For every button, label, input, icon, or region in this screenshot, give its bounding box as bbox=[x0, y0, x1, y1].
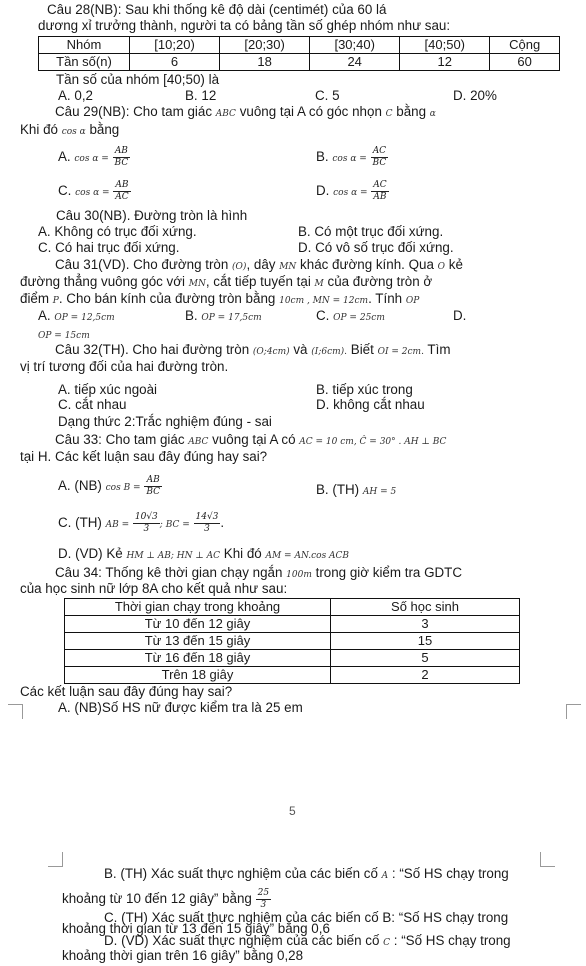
math-alpha: α bbox=[429, 109, 436, 119]
denominator: AC bbox=[115, 192, 129, 202]
q29-option-c bbox=[58, 180, 131, 203]
math-distance: 100m bbox=[286, 570, 312, 580]
table-cell: Từ 16 đến 18 giây bbox=[65, 650, 331, 667]
denominator: BC bbox=[372, 158, 387, 168]
table-cell: 6 bbox=[130, 54, 220, 71]
table-cell: 24 bbox=[310, 54, 400, 71]
fraction bbox=[113, 146, 131, 169]
fraction bbox=[144, 475, 162, 498]
numerator: AC bbox=[371, 146, 389, 158]
math-o: (O) bbox=[232, 262, 247, 272]
q31-line3 bbox=[20, 291, 419, 309]
q28-title-line2: dương xỉ trưởng thành, người ta có bảng tần số ghép nhóm như sau: bbox=[38, 18, 451, 33]
math-abc: ABC bbox=[215, 109, 236, 119]
option-label: C. bbox=[58, 183, 72, 199]
table-cell: Tần số(n) bbox=[39, 54, 130, 71]
q34-line2: của học sinh nữ lớp 8A cho kết quả như sau: bbox=[20, 581, 288, 596]
option-label: A. bbox=[38, 308, 51, 323]
q28-title-line1: Câu 28(NB): Sau khi thống kê độ dài (centimét) của 60 lá bbox=[47, 2, 387, 17]
table-cell: Trên 18 giây bbox=[65, 667, 331, 684]
q34-option-b-line2 bbox=[62, 888, 271, 911]
q33-line2: tại H. Các kết luận sau đây đúng hay sai? bbox=[20, 449, 268, 464]
fraction bbox=[256, 888, 271, 911]
q34-option-b-line1 bbox=[104, 866, 509, 884]
table-row bbox=[65, 650, 520, 667]
math-mn: MN bbox=[188, 279, 206, 289]
q31-line2 bbox=[20, 274, 432, 292]
table-row bbox=[39, 54, 560, 71]
q31-text: . Tính bbox=[368, 291, 403, 306]
q30-title: Câu 30(NB). Đường tròn là hình bbox=[56, 208, 248, 223]
q32-option-d: D. không cắt nhau bbox=[316, 397, 425, 412]
table-header: Thời gian chạy trong khoảng bbox=[65, 599, 331, 616]
math-oi: OI = 2cm. bbox=[377, 347, 424, 357]
table-cell: Từ 13 đến 15 giây bbox=[65, 633, 331, 650]
table-row bbox=[65, 633, 520, 650]
math-lhs: cos α = bbox=[74, 154, 109, 165]
q29-line2 bbox=[20, 122, 119, 140]
q29-text: vuông tại A có góc nhọn bbox=[239, 104, 382, 119]
q31-text: , cắt tiếp tuyến tại bbox=[205, 274, 311, 289]
option-label: B. bbox=[185, 308, 198, 323]
numerator: AB bbox=[113, 146, 131, 158]
math-value: OP = 15cm bbox=[38, 331, 90, 341]
table-cell: Nhóm bbox=[39, 37, 130, 54]
q32-option-c: C. cắt nhau bbox=[58, 397, 127, 412]
table-cell: 15 bbox=[331, 633, 520, 650]
q30-option-b: B. Có một trục đối xứng. bbox=[298, 224, 444, 239]
q31-option-c bbox=[316, 308, 385, 326]
q34-text: : “Số HS chạy trong bbox=[391, 866, 509, 881]
math-var: C bbox=[383, 938, 391, 948]
q30-option-a: A. Không có trục đối xứng. bbox=[38, 224, 197, 239]
q33-line1 bbox=[55, 432, 446, 450]
q31-text: . Cho bán kính của đường tròn bằng bbox=[58, 291, 276, 306]
q34-time-table bbox=[64, 598, 520, 684]
q30-option-c: C. Có hai trục đối xứng. bbox=[38, 240, 180, 255]
q32-text: và bbox=[293, 342, 308, 357]
q32-line2: vị trí tương đối của hai đường tròn. bbox=[20, 359, 229, 374]
option-label: A. bbox=[58, 149, 71, 165]
math-circle-i: (I;6cm). bbox=[311, 347, 348, 357]
q29-option-a bbox=[58, 146, 130, 169]
q34-text: : “Số HS chạy trong bbox=[393, 933, 511, 948]
q32-text: Câu 32(TH). Cho hai đường tròn bbox=[55, 342, 250, 357]
option-label: A. (NB) bbox=[58, 478, 102, 494]
table-cell: 18 bbox=[220, 54, 310, 71]
math-radius: 10cm , MN = 12cm bbox=[279, 296, 369, 306]
math-equation: AM = AN.cos ACB bbox=[265, 551, 350, 561]
math-text: . bbox=[220, 515, 225, 531]
page-number: 5 bbox=[289, 804, 296, 818]
math-op: OP bbox=[405, 296, 420, 306]
option-label: D. (VD) Kẻ bbox=[58, 546, 123, 561]
option-label: C. (TH) bbox=[58, 515, 102, 531]
q29-option-b bbox=[316, 146, 388, 169]
q33-option-a bbox=[58, 475, 162, 498]
denominator: 3 bbox=[143, 524, 150, 534]
fraction bbox=[133, 512, 160, 535]
denominator: 3 bbox=[204, 524, 210, 534]
q33-text: Câu 33: Cho tam giác bbox=[55, 432, 185, 447]
q31-text: kẻ bbox=[448, 257, 463, 272]
section-heading: Dạng thức 2:Trắc nghiệm đúng - sai bbox=[58, 414, 272, 429]
q28-option-d: D. 20% bbox=[453, 88, 497, 103]
table-cell: Cộng bbox=[490, 37, 560, 54]
q29-text: bằng bbox=[396, 104, 427, 119]
q33-option-c bbox=[58, 512, 224, 535]
math-value: OP = 25cm bbox=[333, 313, 385, 323]
crop-mark bbox=[8, 704, 23, 719]
q28-option-a: A. 0,2 bbox=[58, 88, 93, 103]
q34-text: D. (VD) Xác suất thực nghiệm của các biến cố bbox=[104, 933, 380, 948]
option-label: D. bbox=[316, 183, 330, 199]
math-cos-alpha: cos α bbox=[61, 127, 86, 137]
fraction bbox=[371, 146, 389, 169]
table-row bbox=[39, 37, 560, 54]
q34-text: trong giờ kiểm tra GDTC bbox=[315, 565, 463, 580]
math-lhs: cos B = bbox=[105, 483, 141, 494]
fraction bbox=[194, 512, 221, 535]
numerator: 14√3 bbox=[195, 512, 219, 522]
table-row bbox=[65, 667, 520, 684]
q29-text: bằng bbox=[89, 122, 120, 137]
q28-frequency-table bbox=[38, 36, 560, 71]
numerator: AC bbox=[373, 180, 387, 190]
q31-text: Câu 31(VD). Cho đường tròn bbox=[55, 257, 229, 272]
math-value: OP = 12,5cm bbox=[54, 313, 115, 323]
option-label: B. bbox=[316, 149, 329, 165]
fraction bbox=[113, 180, 130, 203]
q32-text: Tìm bbox=[427, 342, 451, 357]
table-cell: [30;40) bbox=[310, 37, 400, 54]
math-m: M bbox=[314, 279, 324, 289]
table-cell: [20;30) bbox=[220, 37, 310, 54]
q29-option-d bbox=[316, 180, 389, 203]
table-row bbox=[65, 599, 520, 616]
math-var: A bbox=[381, 871, 389, 881]
crop-mark bbox=[566, 704, 581, 719]
table-cell: Từ 10 đến 12 giây bbox=[65, 616, 331, 633]
math-lhs: cos α = bbox=[332, 154, 367, 165]
numerator: AB bbox=[113, 180, 130, 192]
q33-text: vuông tại A có bbox=[212, 432, 296, 447]
math-lhs: AB = bbox=[105, 520, 130, 531]
q34-option-d-line2: khoảng thời gian trên 16 giây” bằng 0,28 bbox=[62, 948, 304, 963]
q32-option-b: B. tiếp xúc trong bbox=[316, 382, 413, 397]
q32-option-a: A. tiếp xúc ngoài bbox=[58, 382, 158, 397]
q31-text: của đường tròn ở bbox=[327, 274, 433, 289]
numerator: 10√3 bbox=[134, 512, 158, 522]
table-cell: [10;20) bbox=[130, 37, 220, 54]
table-cell: 2 bbox=[331, 667, 520, 684]
crop-mark bbox=[540, 852, 555, 867]
math-lhs: cos α = bbox=[333, 188, 368, 199]
q31-text: khác đường kính. Qua bbox=[300, 257, 434, 272]
q32-text: Biết bbox=[350, 342, 374, 357]
table-row bbox=[65, 616, 520, 633]
table-cell: 60 bbox=[490, 54, 560, 71]
q34-text: B. (TH) Xác suất thực nghiệm của các biến cố bbox=[104, 866, 378, 881]
q31-option-d: D. bbox=[453, 308, 467, 323]
math-circle-o: (O;4cm) bbox=[252, 347, 290, 357]
q34-text: Câu 34: Thống kê thời gian chạy ngắn bbox=[55, 565, 283, 580]
math-lhs: cos α = bbox=[75, 188, 110, 199]
math-o: O bbox=[437, 262, 446, 272]
q29-text: Khi đó bbox=[20, 122, 58, 137]
q29-line1 bbox=[55, 104, 436, 122]
q34-text: khoảng từ 10 đến 12 giây” bằng bbox=[62, 891, 252, 907]
q34-option-c-line2: khoảng thời gian từ 13 đến 15 giây” bằng 0,6 bbox=[62, 921, 330, 936]
numerator: AB bbox=[144, 475, 162, 487]
crop-mark bbox=[48, 852, 63, 867]
q31-line1 bbox=[55, 257, 463, 275]
denominator: BC bbox=[114, 158, 129, 168]
q34-option-a: A. (NB)Số HS nữ được kiểm tra là 25 em bbox=[58, 700, 303, 715]
option-label: C. bbox=[316, 308, 330, 323]
math-c: C bbox=[385, 109, 393, 119]
math-given: AC = 10 cm, Ĉ = 30° . AH ⊥ BC bbox=[299, 437, 447, 447]
q33-option-b bbox=[316, 482, 396, 500]
q29-text: Câu 29(NB): Cho tam giác bbox=[55, 104, 213, 119]
math-perp: HM ⊥ AB; HN ⊥ AC bbox=[126, 551, 221, 561]
math-mn: MN bbox=[279, 262, 297, 272]
math-text: ; BC = bbox=[159, 520, 190, 531]
q31-option-b bbox=[185, 308, 262, 326]
q31-text: điểm bbox=[20, 291, 50, 306]
q30-option-d: D. Có vô số trục đối xứng. bbox=[298, 240, 454, 255]
option-label: B. (TH) bbox=[316, 482, 360, 497]
q33-option-d bbox=[58, 546, 349, 564]
q31-option-a bbox=[38, 308, 115, 326]
math-p: P bbox=[52, 296, 59, 306]
table-cell: 3 bbox=[331, 616, 520, 633]
math-value: OP = 17,5cm bbox=[201, 313, 262, 323]
table-cell: 5 bbox=[331, 650, 520, 667]
q34-prompt: Các kết luận sau đây đúng hay sai? bbox=[20, 684, 233, 699]
fraction bbox=[371, 180, 388, 203]
q31-text: , dây bbox=[246, 257, 276, 272]
denominator: AB bbox=[373, 192, 387, 202]
math-value: AH = 5 bbox=[362, 487, 397, 497]
q34-option-c-line1: C. (TH) Xác suất thực nghiệm của các biến cố B: “Số HS chạy trong bbox=[104, 910, 509, 925]
math-abc: ABC bbox=[188, 437, 209, 447]
table-cell: [40;50) bbox=[400, 37, 490, 54]
q31-text: đường thẳng vuông góc với bbox=[20, 274, 186, 289]
q33-text: Khi đó bbox=[223, 546, 262, 561]
denominator: 3 bbox=[260, 900, 267, 910]
q28-question: Tần số của nhóm [40;50) là bbox=[56, 72, 220, 87]
q32-line1 bbox=[55, 342, 450, 360]
q28-option-c: C. 5 bbox=[315, 88, 340, 103]
q28-option-b: B. 12 bbox=[185, 88, 217, 103]
table-header: Số học sinh bbox=[331, 599, 520, 616]
numerator: 25 bbox=[257, 888, 270, 898]
table-cell: 12 bbox=[400, 54, 490, 71]
denominator: BC bbox=[146, 487, 161, 497]
